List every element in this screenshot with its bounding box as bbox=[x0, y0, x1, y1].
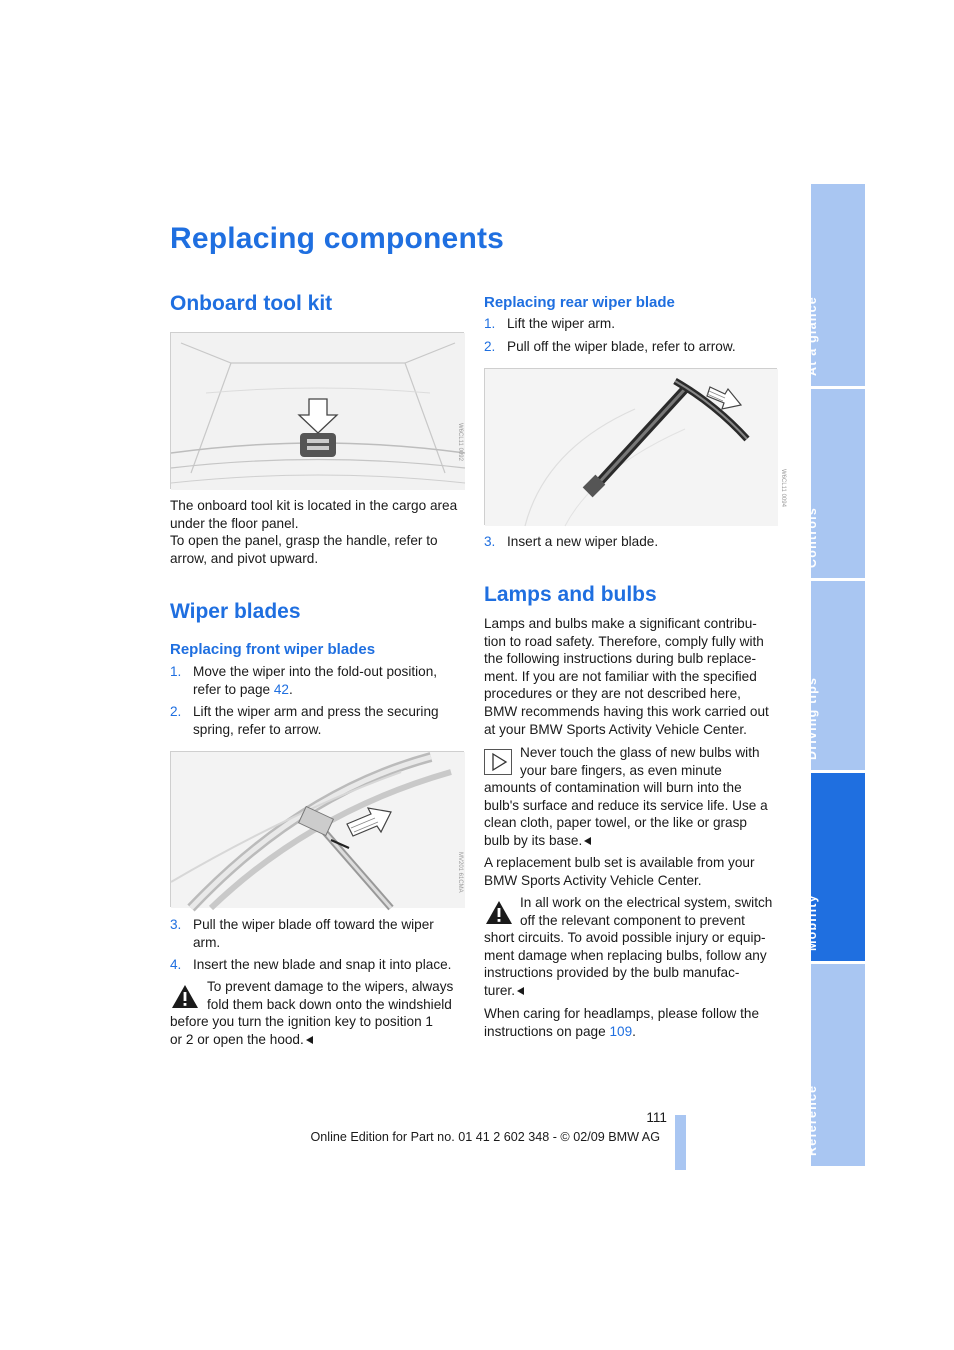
lamps-intro-line: procedures or they are not described here, bbox=[484, 686, 741, 702]
footer-page-bar bbox=[675, 1115, 686, 1170]
bulb-note-line: amounts of contamination will burn into the bbox=[484, 780, 742, 796]
headlamp-care-line: When caring for headlamps, please follow the bbox=[484, 1006, 760, 1021]
footer-page-number: 111 bbox=[646, 1110, 667, 1125]
tab-reference[interactable] bbox=[805, 964, 865, 1166]
front-wiper-figure bbox=[170, 751, 464, 907]
list-item bbox=[484, 315, 778, 333]
bulb-note-line: Never touch the glass of new bulbs with bbox=[520, 745, 760, 760]
step-text-line: Lift the wiper arm. bbox=[507, 316, 616, 331]
bulb-note-line: clean cloth, paper towel, or the like or grasp bbox=[484, 815, 747, 831]
electrical-warning-line: turer. bbox=[484, 982, 524, 1000]
electrical-warning-line: In all work on the electrical system, switch bbox=[520, 895, 773, 910]
step-text-line: arm. bbox=[193, 934, 221, 950]
electrical-warning-line: ment damage when replacing bulbs, follow any bbox=[484, 947, 767, 963]
lamps-intro-line: the following instructions during bulb replace- bbox=[484, 651, 757, 667]
section-heading-lamps: Lamps and bulbs bbox=[484, 583, 657, 606]
footer-edition: Online Edition for Part no. 01 41 2 602 348 - © 02/09 BMW AG bbox=[310, 1130, 660, 1144]
tab-label: Reference bbox=[805, 1084, 819, 1156]
tab-label: Controls bbox=[805, 507, 819, 568]
front-wiper-warning-line: To prevent damage to the wipers, always bbox=[207, 979, 454, 994]
page-link-42[interactable]: 42 bbox=[273, 681, 289, 697]
electrical-warning-line: instructions provided by the bulb manufac- bbox=[484, 965, 740, 981]
figure-code: W6CL11 0092 bbox=[457, 423, 463, 461]
lamps-intro-line: ment. If you are not familiar with the specified bbox=[484, 668, 757, 684]
list-item bbox=[170, 663, 464, 699]
subheading-rear-wiper: Replacing rear wiper blade bbox=[484, 294, 675, 311]
electrical-warning-line: off the relevant component to prevent bbox=[520, 912, 745, 928]
list-item bbox=[484, 338, 778, 356]
cargo-area-figure bbox=[170, 332, 464, 489]
page-link-109[interactable]: 109 bbox=[609, 1023, 633, 1039]
warning-icon bbox=[170, 983, 200, 1010]
step-number: 1. bbox=[484, 316, 496, 331]
rear-wiper-illustration bbox=[485, 369, 778, 526]
step-text-line: Pull the wiper blade off toward the wiper bbox=[193, 917, 434, 932]
tool-kit-paragraph-2-line-1: To open the panel, grasp the handle, refer to bbox=[170, 533, 438, 549]
end-mark-icon bbox=[584, 837, 591, 845]
list-item bbox=[484, 533, 778, 551]
tool-kit-paragraph-1-line-1: The onboard tool kit is located in the cargo area bbox=[170, 498, 458, 513]
note-icon bbox=[484, 749, 512, 775]
step-number: 3. bbox=[484, 534, 496, 549]
step-number: 2. bbox=[170, 704, 182, 719]
step-text-line: spring, refer to arrow. bbox=[193, 721, 322, 737]
bulb-note-line: bulb's surface and reduce its service life. Use a bbox=[484, 797, 768, 813]
bulb-note-line: bulb by its base. bbox=[484, 832, 591, 850]
list-item bbox=[170, 956, 464, 974]
rear-wiper-figure bbox=[484, 368, 786, 525]
step-text-line: Insert the new blade and snap it into place. bbox=[193, 957, 452, 972]
step-number: 1. bbox=[170, 664, 182, 679]
headlamp-care-line: instructions on page 109. bbox=[484, 1023, 636, 1039]
end-mark-icon bbox=[517, 987, 524, 995]
cargo-area-illustration bbox=[171, 333, 465, 490]
warning-icon bbox=[484, 899, 514, 926]
step-number: 2. bbox=[484, 339, 496, 354]
page-title: Replacing components bbox=[170, 222, 505, 255]
figure-code: MV201 61CMA bbox=[457, 852, 463, 893]
step-text-line: Pull off the wiper blade, refer to arrow. bbox=[507, 339, 736, 354]
lamps-intro-line: at your BMW Sports Activity Vehicle Center. bbox=[484, 721, 747, 737]
tab-driving-tips[interactable] bbox=[805, 581, 865, 770]
end-mark-icon bbox=[306, 1036, 313, 1044]
tab-label: Mobility bbox=[805, 894, 819, 951]
step-text-line: Move the wiper into the fold-out position, bbox=[193, 664, 438, 679]
lamps-intro-line: tion to road safety. Therefore, comply fully with bbox=[484, 633, 764, 649]
figure-code: W6CL11 0094 bbox=[780, 469, 786, 507]
section-heading-tool-kit: Onboard tool kit bbox=[170, 292, 333, 315]
tab-at-a-glance[interactable] bbox=[805, 184, 865, 386]
section-heading-wiper-blades: Wiper blades bbox=[170, 600, 301, 623]
front-wiper-warning-line: or 2 or open the hood. bbox=[170, 1031, 313, 1049]
step-number: 4. bbox=[170, 957, 182, 972]
step-text-line: Insert a new wiper blade. bbox=[507, 534, 659, 549]
front-wiper-warning-line: before you turn the ignition key to position 1 bbox=[170, 1014, 433, 1030]
lamps-intro-line: Lamps and bulbs make a significant contribu- bbox=[484, 616, 757, 631]
tab-label: At a glance bbox=[805, 296, 819, 376]
electrical-warning-line: short circuits. To avoid possible injury or equip- bbox=[484, 930, 766, 946]
list-item bbox=[170, 703, 464, 739]
tab-label: Driving tips bbox=[805, 676, 819, 760]
tool-kit-paragraph-2-line-2: arrow, and pivot upward. bbox=[170, 550, 319, 566]
step-text-line: refer to page 42. bbox=[193, 681, 293, 697]
replacement-set-line: BMW Sports Activity Vehicle Center. bbox=[484, 872, 702, 888]
front-wiper-illustration bbox=[171, 752, 465, 908]
lamps-intro-line: BMW recommends having this work carried out bbox=[484, 704, 769, 719]
list-item bbox=[170, 916, 464, 952]
tab-mobility[interactable] bbox=[805, 773, 865, 961]
replacement-set-line: A replacement bulb set is available from your bbox=[484, 855, 755, 870]
step-text-line: Lift the wiper arm and press the securing bbox=[193, 704, 439, 719]
tool-kit-paragraph-1-line-2: under the floor panel. bbox=[170, 515, 299, 531]
tab-controls[interactable] bbox=[805, 389, 865, 578]
bulb-note-line: your bare fingers, as even minute bbox=[520, 762, 722, 778]
front-wiper-warning-line: fold them back down onto the windshield bbox=[207, 996, 452, 1012]
subheading-front-wiper: Replacing front wiper blades bbox=[170, 641, 376, 658]
step-number: 3. bbox=[170, 917, 182, 932]
